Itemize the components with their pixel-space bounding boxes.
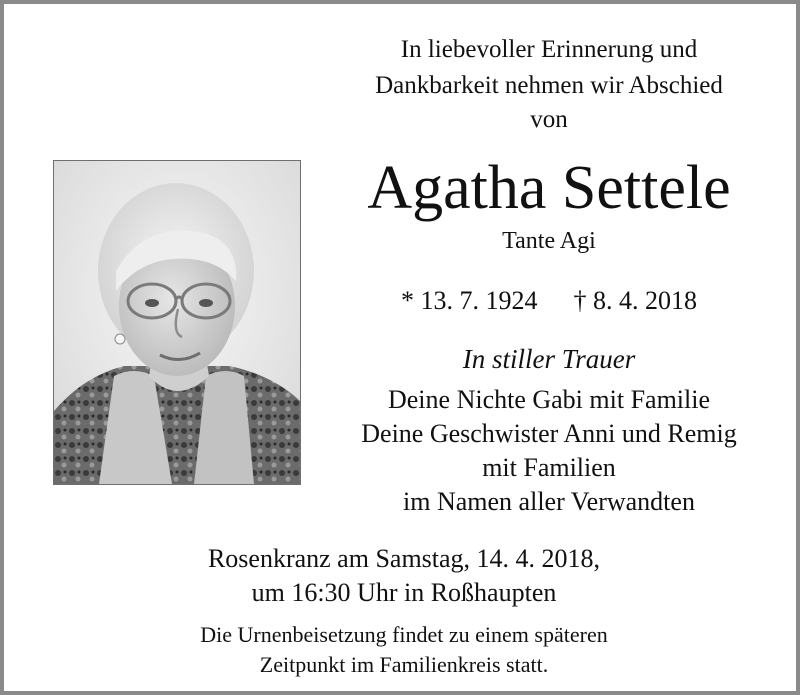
mourning-heading: In stiller Trauer: [462, 344, 636, 374]
intro-line-2: Dankbarkeit nehmen wir Abschied: [375, 72, 723, 99]
deceased-name: Agatha Settele: [367, 154, 731, 222]
deceased-nickname: Tante Agi: [502, 228, 596, 254]
burial-note-line-2: Zeitpunkt im Familienkreis statt.: [259, 652, 549, 677]
mourner-line-3: mit Familien: [482, 453, 616, 482]
mourner-line-2: Deine Geschwister Anni und Remig: [361, 419, 737, 448]
mourner-line-4: im Namen aller Verwandten: [403, 487, 695, 516]
burial-note-line-1: Die Urnenbeisetzung findet zu einem späteren: [200, 622, 608, 647]
birth-date: * 13. 7. 1924: [401, 286, 538, 315]
portrait-image: [54, 161, 300, 484]
death-date: † 8. 4. 2018: [573, 286, 697, 315]
service-line-2: um 16:30 Uhr in Roßhaupten: [251, 578, 557, 607]
portrait-photo: [53, 160, 301, 485]
service-line-1: Rosenkranz am Samstag, 14. 4. 2018,: [207, 544, 601, 573]
life-dates: [294, 284, 800, 318]
mourner-line-1: Deine Nichte Gabi mit Familie: [387, 385, 711, 414]
intro-line-3: von: [530, 106, 568, 133]
intro-line-1: In liebevoller Erinnerung und: [400, 36, 698, 63]
